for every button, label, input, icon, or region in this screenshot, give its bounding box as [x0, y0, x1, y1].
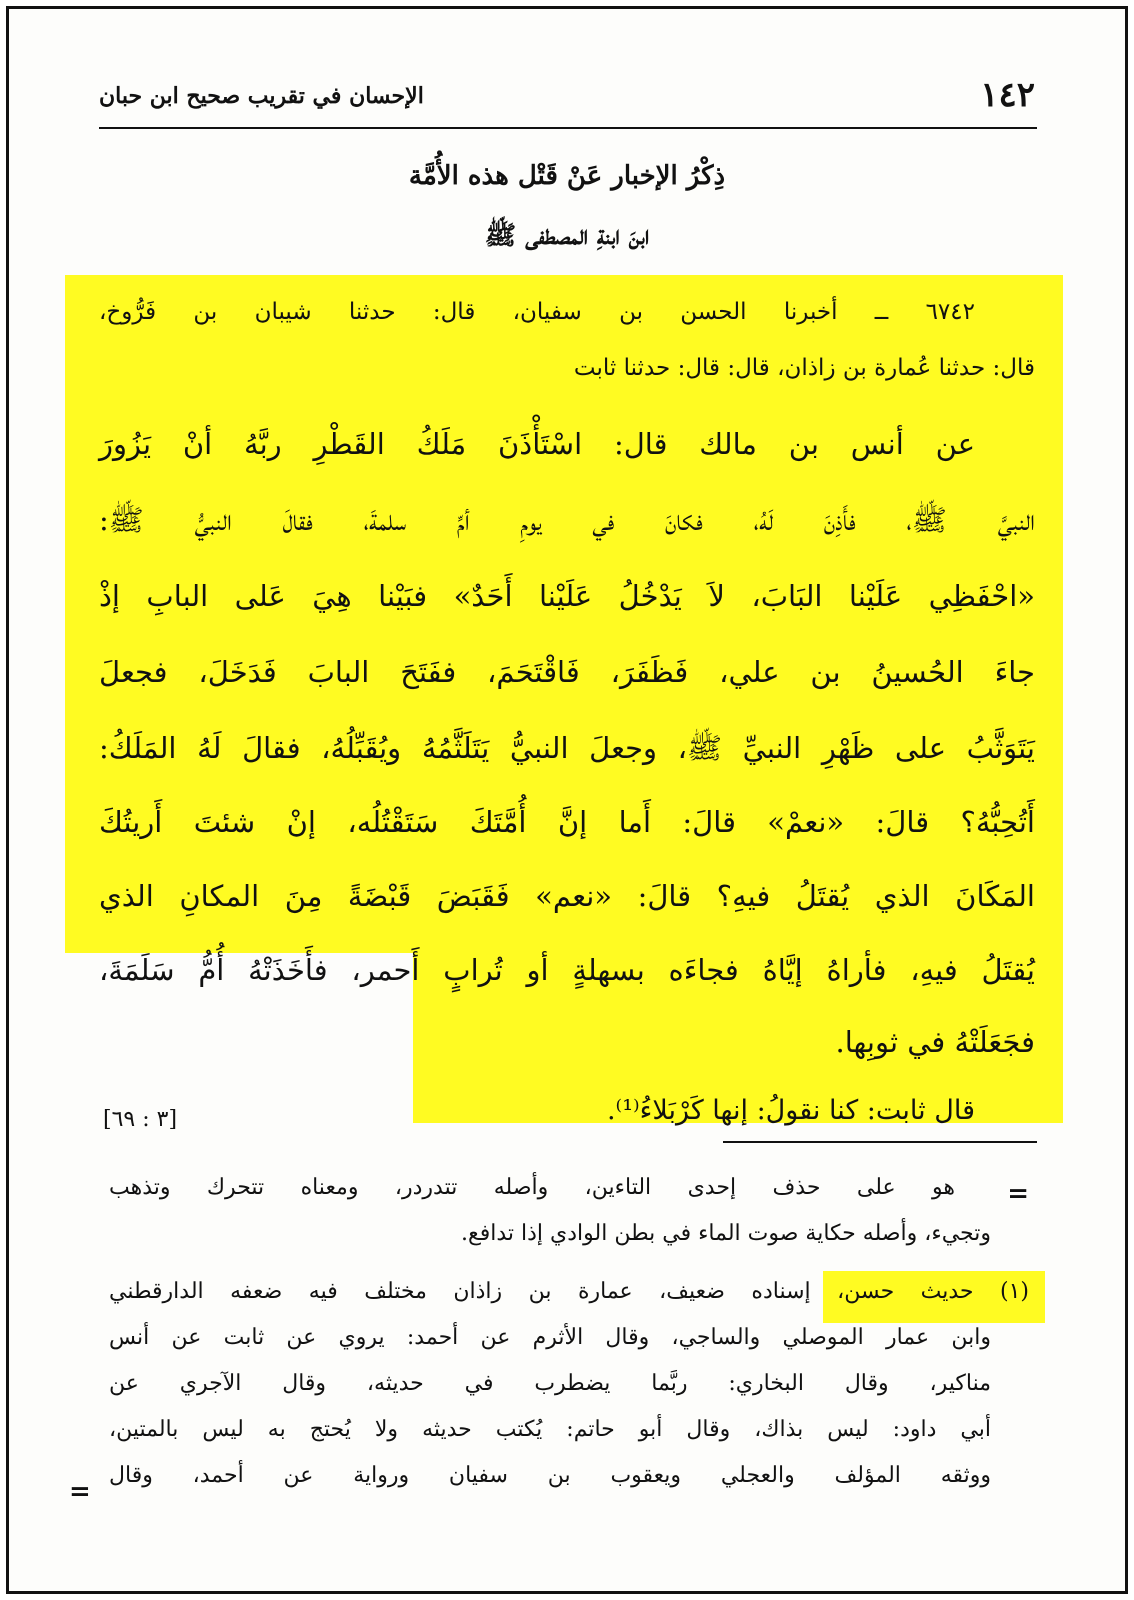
footnote-1-line: مناكير، وقال البخاري: ربَّما يضطرب في حديثه، وقال الآجري عن — [109, 1371, 991, 1396]
continuation-marker-bottom: = — [69, 1477, 91, 1507]
footnote-1-line: وابن عمار الموصلي والساجي، وقال الأثرم عن أحمد: يروي عن ثابت عن أنس — [109, 1325, 991, 1350]
page-header — [99, 75, 1035, 125]
footnote-continuation-line: وتجيء، وأصله حكاية صوت الماء في بطن الوادي إذا تدافع. — [461, 1221, 991, 1246]
source-reference: [٣ : ٦٩] — [103, 1107, 178, 1132]
footnote-1-line: ووثقه المؤلف والعجلي ويعقوب بن سفيان ورواية عن أحمد، وقال — [109, 1463, 991, 1488]
footnote-1-line: (١) حديث حسن، إسناده ضعيف، عمارة بن زاذان مختلف فيه ضعفه الدارقطني — [109, 1279, 1029, 1304]
matn-line: «احْفَظِي عَلَيْنا البَابَ، لاَ يَدْخُلُ عَلَيْنا أَحَدٌ» فبَيْنا هِيَ عَلى البابِ إذْ — [99, 579, 1035, 613]
matn-line: أَتُحِبُّهُ؟ قالَ: «نعمْ» قالَ: أَما إنَّ أُمَّتَكَ سَتَقْتُلُه، إنْ شئتَ أَريتُكَ — [99, 805, 1035, 839]
book-page — [6, 6, 1128, 1594]
closing-line: قال ثابت: كنا نقولُ: إنها كَرْبَلاءُ⁽¹⁾. — [606, 1095, 975, 1126]
matn-line: يَتَوَثَّبُ على ظَهْرِ النبيِّ ﷺ، وجعلَ النبيُّ يَتَلَثَّمُهُ ويُقَبِّلُهُ، فقالَ لَهُ المَلَكُ: — [99, 731, 1035, 765]
header-rule — [99, 127, 1037, 129]
matn-line: المَكَانَ الذي يُقتَلُ فيهِ؟ قالَ: «نعم» فَقَبَضَ قَبْضَةً مِنَ المكانِ الذي — [99, 879, 1035, 913]
continuation-marker-top: = — [1007, 1179, 1029, 1209]
running-title: الإحسان في تقريب صحيح ابن حبان — [99, 83, 424, 109]
matn-line: يُقتَلُ فيهِ، فأراهُ إيَّاهُ فجاءَه بسهلةٍ أو تُرابٍ أَحمر، فأَخَذَتْهُ أُمُّ سَلَمَةَ، — [99, 953, 1035, 987]
chapter-title-line-1: ذِكْرُ الإخبار عَنْ قَتْل هذه الأُمَّة — [408, 161, 726, 191]
footnote-1-line: أبي داود: ليس بذاك، وقال أبو حاتم: يُكتب حديثه ولا يُحتج به ليس بالمتين، — [109, 1417, 991, 1442]
footnote-continuation-line: هو على حذف إحدى التاءين، وأصله تتدردر، ومعناه تتحرك وتذهب — [109, 1175, 955, 1200]
isnad-line: ٦٧٤٢ ــ أخبرنا الحسن بن سفيان، قال: حدثنا شيبان بن فَرُّوخ، — [99, 299, 975, 325]
matn-line: جاءَ الحُسينُ بن علي، فَظَفَرَ، فَاقْتَحَمَ، ففَتَحَ البابَ فَدَخَلَ، فجعلَ — [99, 655, 1035, 689]
matn-line: عن أنس بن مالك قال: اسْتَأْذَنَ مَلَكُ القَطْرِ ربَّهُ أنْ يَزُورَ — [99, 427, 975, 461]
matn-line: فجَعَلَتْهُ في ثوبِها. — [835, 1025, 1035, 1059]
chapter-title-line-2: ابنَ ابنةِ المصطفى ﷺ — [484, 221, 650, 251]
page-number: ١٤٢ — [980, 75, 1035, 115]
isnad-line: قال: حدثنا عُمارة بن زاذان، قال: قال: حدثنا ثابت — [573, 355, 1035, 381]
matn-line: النبيَّ ﷺ، فأَذِنَ لَهُ، فكانَ في يومِ أمِّ سلمةَ، فقالَ النبيُّ ﷺ: — [99, 503, 1035, 537]
footnote-rule — [723, 1141, 1037, 1143]
